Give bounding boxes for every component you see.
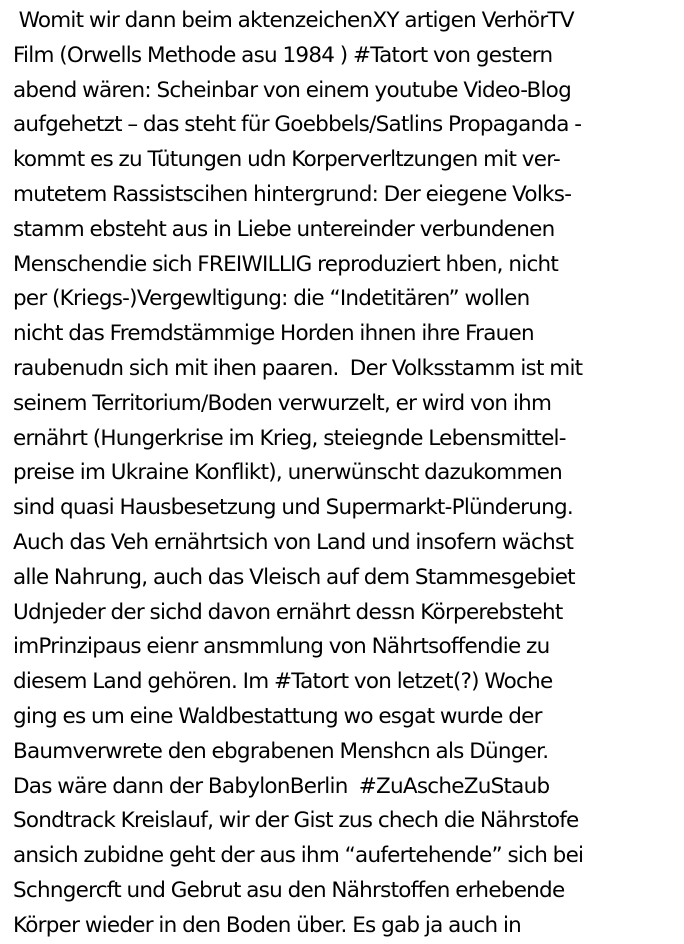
text-line: aufgehetzt – das steht für Goebbels/Satlins Propaganda - [13, 112, 582, 138]
text-line: ging es um eine Waldbestattung wo esgat wurde der [13, 703, 542, 729]
text-line: Menschendie sich FREIWILLIG reproduziert hben, nicht [13, 251, 559, 277]
text-line: mutetem Rassistscihen hintergrund: Der eiegene Volks- [13, 181, 572, 207]
text-line: ansich zubidne geht der aus ihm “aufertehende” sich bei [13, 843, 584, 869]
text-line: sind quasi Hausbesetzung und Supermarkt-Plünderung. [13, 495, 573, 521]
text-line: Udnjeder der sichd davon ernährt dessn Körperebsteht [13, 599, 563, 625]
text-line: per (Kriegs-)Vergewltigung: die “Indetitären” wollen [13, 286, 530, 312]
text-line: abend wären: Scheinbar von einem youtube Video-Blog [13, 77, 571, 103]
text-line: imPrinzipaus eienr ansmmlung von Nährtsoffendie zu [13, 634, 550, 660]
text-line: Schngercft und Gebrut asu den Nährstoffen erhebende [13, 877, 565, 903]
text-line: Sondtrack Kreislauf, wir der Gist zus chech die Nährstofe [13, 808, 579, 834]
text-line: seinem Territorium/Boden verwurzelt, er wird von ihm [13, 390, 552, 416]
text-line: kommt es zu Tütungen udn Korperverltzungen mit ver- [13, 147, 560, 173]
text-line: ernährt (Hungerkrise im Krieg, steiegnde Lebensmittel- [13, 425, 566, 451]
text-line: Das wäre dann der BabylonBerlin #ZuAscheZuStaub [13, 773, 550, 799]
body-text [13, 4, 681, 944]
text-line: Auch das Veh ernährtsich von Land und insofern wächst [13, 529, 574, 555]
text-line: Womit wir dann beim aktenzeichenXY artigen VerhörTV [13, 8, 574, 33]
text-line: diesem Land gehören. Im #Tatort von letzet(?) Woche [13, 669, 553, 695]
text-line: Baumverwrete den ebgrabenen Menshcn als Dünger. [13, 738, 549, 764]
text-line: raubenudn sich mit ihen paaren. Der Volksstamm ist mit [13, 355, 583, 381]
text-line: Film (Orwells Methode asu 1984 ) #Tatort von gestern [13, 42, 553, 68]
text-line: stamm ebsteht aus in Liebe untereinder verbundenen [13, 216, 555, 242]
text-line: Körper wieder in den Boden über. Es gab ja auch in [13, 912, 522, 938]
text-line: preise im Ukraine Konflikt), unerwünscht dazukommen [13, 460, 562, 486]
text-line: alle Nahrung, auch das Vleisch auf dem Stammesgebiet [13, 564, 575, 590]
text-line: nicht das Fremdstämmige Horden ihnen ihre Frauen [13, 321, 534, 347]
